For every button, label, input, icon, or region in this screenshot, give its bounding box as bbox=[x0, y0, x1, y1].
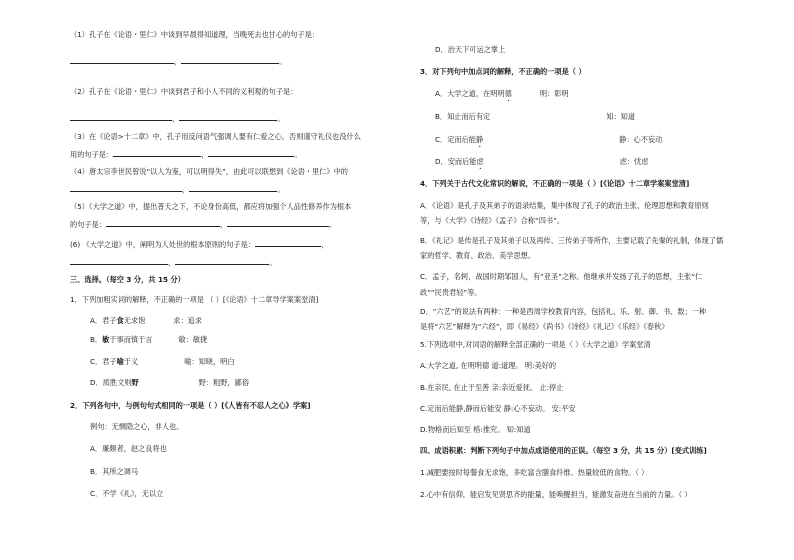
fill-question-4: （4）唐太宗李世民曾说“以人为鉴，可以明得失”，由此可以联想到《论语・里仁》中的 bbox=[70, 167, 348, 176]
fill-question-3-answer[interactable]: 用的句子是： ， 。 bbox=[70, 150, 302, 159]
choice-question-3: 3．对下列句中加点词的解释，不正确的一项是（ ） bbox=[420, 67, 586, 76]
choice-question-4: 4．下列关于古代文化常识的解说，不正确的一项是（ ）[《论语》十二章学案案堂清] bbox=[420, 179, 690, 188]
choice-4-option-b-cont: 家的哲学、教育、政治、美学思想。 bbox=[420, 251, 536, 260]
choice-4-option-d-cont: 是将“六艺”解释为“六经”，即《易经》《尚书》《诗经》《礼记》《乐经》《春秋》 bbox=[420, 322, 669, 331]
choice-question-5: 5.下列选项中,对词语的解释全部正确的一项是（ ）《大学之道》学案堂清 bbox=[420, 340, 651, 349]
choice-4-option-a-cont: 等，与《大学》《诗经》《孟子》合称“四书”。 bbox=[420, 216, 564, 225]
choice-3-option-a[interactable]: A．大学之道，在明明德 明：彰明 bbox=[435, 89, 569, 98]
answer-line-1[interactable]: ， 。 bbox=[70, 55, 286, 67]
fill-question-5-answer[interactable]: 的句子是： ， 。 bbox=[70, 220, 337, 229]
answer-line-6[interactable]: ， 。 bbox=[70, 256, 276, 268]
choice-4-option-c-cont: 政”“民贵君轻”等。 bbox=[420, 288, 482, 297]
choice-4-option-d[interactable]: D．“六艺”的说法有两种：一种是西周学校教育内容，包括礼、乐、射、御、书、数；一种 bbox=[420, 307, 707, 316]
choice-2-option-c[interactable]: C．不学《礼》，无以立 bbox=[90, 489, 164, 498]
answer-line-4[interactable]: ， 。 bbox=[70, 183, 284, 195]
choice-4-option-b[interactable]: B．《礼记》是传是孔子及其弟子以及再传、三传弟子等所作，主要记载了先秦的礼制，体现了儒 bbox=[420, 236, 724, 245]
choice-4-option-a[interactable]: A．《论语》是孔子及其弟子的语录结集，集中体现了孔子的政治主张、伦理思想和教育原则 bbox=[420, 201, 709, 210]
choice-5-option-d[interactable]: D.物格而后知至 格:推究。 知:知道 bbox=[420, 425, 531, 434]
idiom-sentence-1[interactable]: 1.减肥要按时每餐食无求饱，多吃富含膳食纤维、热量较低的食物。（ ） bbox=[420, 468, 649, 477]
fill-question-2: （2）孔子在《论语・里仁》中谈到君子和小人不同的义利观的句子是： bbox=[70, 87, 298, 96]
choice-2-example: 例句：无恻隐之心，非人也。 bbox=[90, 422, 184, 431]
choice-5-option-a[interactable]: A.大学之道, 在明明德 道:道理。 明:美好的 bbox=[420, 361, 557, 370]
choice-5-option-c[interactable]: C.定而后能静,静而后能安 静:心不妄动。 安:平安 bbox=[420, 404, 576, 413]
choice-4-option-c[interactable]: C．孟子，名轲，战国时期邹国人，有“亚圣”之称。他继承并发扬了孔子的思想，主张“仁 bbox=[420, 272, 703, 281]
choice-3-option-c[interactable]: C．定而后能静 静：心不妄动 bbox=[435, 135, 663, 144]
answer-line-2[interactable]: ， 。 bbox=[70, 112, 284, 124]
section-4-heading: 四、成语积累：判断下列句子中加点成语使用的正误。（每空 3 分，共 15 分）[变式训练] bbox=[420, 446, 707, 455]
choice-3-option-d[interactable]: D．安而后能虑 虑：忧虑 bbox=[435, 157, 649, 166]
choice-1-option-b[interactable]: B．敏于事而慎于言 敏：敏捷 bbox=[90, 335, 208, 344]
choice-1-option-d[interactable]: D．质胜文则野 野：粗野，鄙俗 bbox=[90, 378, 250, 387]
fill-question-1: （1）孔子在《论语・里仁》中谈到早晨得知道理，当晚死去也甘心的句子是： bbox=[70, 30, 319, 39]
choice-5-option-b[interactable]: B.在亲民, 在止于至善 亲:亲近爱抚。 止:停止 bbox=[420, 383, 564, 392]
idiom-sentence-2[interactable]: 2.心中有信仰，能启发见贤思齐的能量，能唤醒担当，能激发奋进在当前的力量。（ ） bbox=[420, 490, 692, 499]
choice-3-option-b[interactable]: B．知止而后有定 知：知道 bbox=[435, 112, 636, 121]
choice-question-2: 2．下列各句中，与例句句式相同的一项是（ ）[《人皆有不忍人之心》学案] bbox=[70, 401, 311, 410]
fill-question-6[interactable]: (6) 《大学之道》中，阐明为人处世的根本原则的句子是： ， bbox=[70, 240, 329, 249]
choice-question-1: 1．下列加粗实词的解释，不正确的一项是 （ ）[《论语》十二章导学案案堂清] bbox=[70, 295, 319, 304]
fill-question-3: （3）在《论语>十二章》中，孔子用反问语气强调人要有仁爱之心，否则谨守礼仪也没什么 bbox=[70, 132, 361, 141]
choice-1-option-a[interactable]: A．君子食无求饱 求：追求 bbox=[90, 316, 203, 325]
choice-2-option-d[interactable]: D．治天下可运之掌上 bbox=[435, 45, 506, 54]
fill-question-5: （5）《大学之道》中，提出普天之下，不论身份高低，都应将加强个人品性修养作为根本 bbox=[70, 202, 352, 211]
section-3-heading: 三、选择。（每空 3 分，共 15 分） bbox=[70, 275, 185, 284]
choice-1-option-c[interactable]: C．君子喻于义 喻：知晓，明白 bbox=[90, 357, 235, 366]
choice-2-option-a[interactable]: A．廉颇者，赵之良将也 bbox=[90, 444, 167, 453]
choice-2-option-b[interactable]: B．其所之调马 bbox=[90, 467, 139, 476]
